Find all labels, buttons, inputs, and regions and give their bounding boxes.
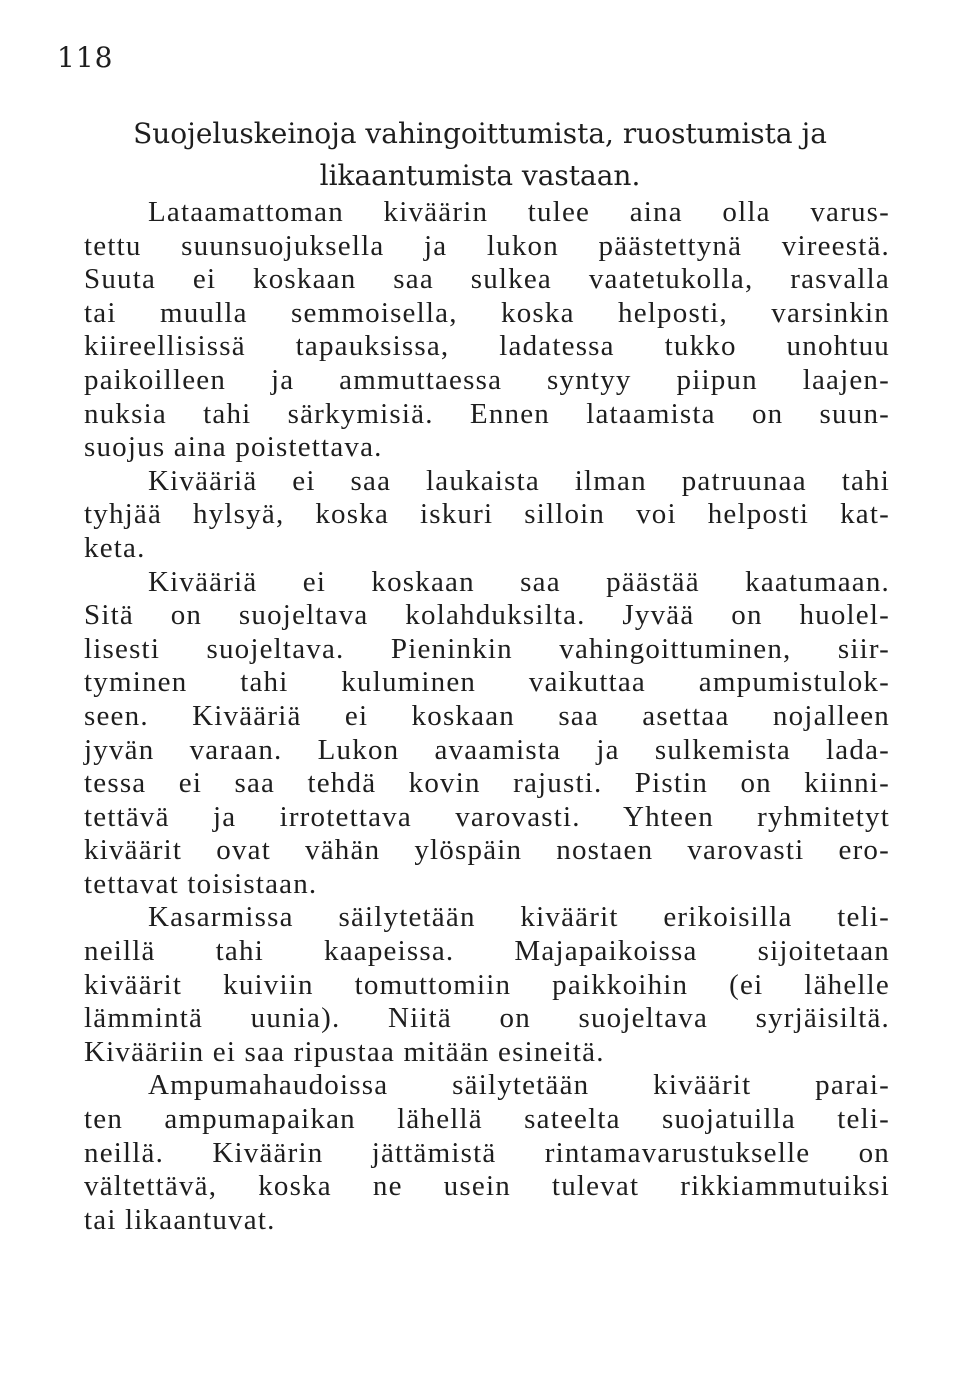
text-line: tyhjää hylsyä, koska iskuri silloin voi helposti kat- <box>84 498 890 531</box>
text-line: tai muulla semmoisella, koska helposti, varsinkin <box>84 296 890 329</box>
text-line: tessa ei saa tehdä kovin rajusti. Pistin on kiinni- <box>84 767 890 800</box>
text-line: keta. <box>84 531 146 564</box>
text-line: Sitä on suojeltava kolahduksilta. Jyvää on huolel- <box>84 599 890 632</box>
text-line: paikoilleen ja ammuttaessa syntyy piipun laajen- <box>84 363 890 396</box>
heading-line: likaantumista vastaan. <box>319 159 641 192</box>
text-line: Kivääriä ei koskaan saa päästää kaatumaan. <box>148 565 890 598</box>
text-line: vältettävä, koska ne usein tulevat rikkiammutuiksi <box>84 1170 890 1203</box>
paragraph <box>84 196 890 465</box>
paragraph <box>84 465 890 566</box>
text-line: Kasarmissa säilytetään kiväärit erikoisilla teli- <box>148 901 890 934</box>
paragraph <box>84 566 890 902</box>
text-line: neillä. Kiväärin jättämistä rintamavarustukselle on <box>84 1136 890 1169</box>
text-line: seen. Kivääriä ei koskaan saa asettaa nojalleen <box>84 699 890 732</box>
text-line: Lataamattoman kiväärin tulee aina olla varus- <box>148 196 890 228</box>
text-line: kiväärit kuiviin tomuttomiin paikkoihin (ei lähelle <box>84 968 890 1001</box>
text-line: neillä tahi kaapeissa. Majapaikoissa sijoitetaan <box>84 935 890 968</box>
text-line: Ampumahaudoissa säilytetään kiväärit parai- <box>148 1069 890 1102</box>
heading-line: Suojeluskeinoja vahingoittumista, ruostumista ja <box>133 117 827 150</box>
text-line: tettavat toisistaan. <box>84 867 318 900</box>
text-line: Kivääriä ei saa laukaista ilman patruunaa tahi <box>148 464 890 497</box>
text-line: Suuta ei koskaan saa sulkea vaatetukolla, rasvalla <box>84 263 890 296</box>
text-line: ten ampumapaikan lähellä sateelta suojatuilla teli- <box>84 1103 890 1136</box>
text-line: kiväärit ovat vähän ylöspäin nostaen varovasti ero- <box>84 834 890 867</box>
page-number: 118 <box>57 41 114 74</box>
body-text <box>84 196 890 1237</box>
text-line: lisesti suojeltava. Pieninkin vahingoittuminen, siir- <box>84 632 890 665</box>
text-line: Kivääriin ei saa ripustaa mitään esineitä. <box>84 1035 605 1068</box>
paragraph <box>84 901 890 1069</box>
text-line: tettävä ja irrotettava varovasti. Yhteen ryhmitetyt <box>84 800 890 833</box>
text-line: tettu suunsuojuksella ja lukon päästettynä vireestä. <box>84 229 890 262</box>
text-line: lämmintä uunia). Niitä on suojeltava syrjäisiltä. <box>84 1002 890 1035</box>
section-heading <box>110 113 850 197</box>
text-line: kiireellisissä tapauksissa, ladatessa tukko unohtuu <box>84 330 890 363</box>
paragraph <box>84 1069 890 1237</box>
text-line: jyvän varaan. Lukon avaamista ja sulkemista lada- <box>84 733 890 766</box>
text-line: nuksia tahi särkymisiä. Ennen lataamista on suun- <box>84 397 890 430</box>
text-line: tyminen tahi kuluminen vaikuttaa ampumistulok- <box>84 666 890 699</box>
text-line: suojus aina poistettava. <box>84 431 383 464</box>
text-line: tai likaantuvat. <box>84 1203 276 1236</box>
